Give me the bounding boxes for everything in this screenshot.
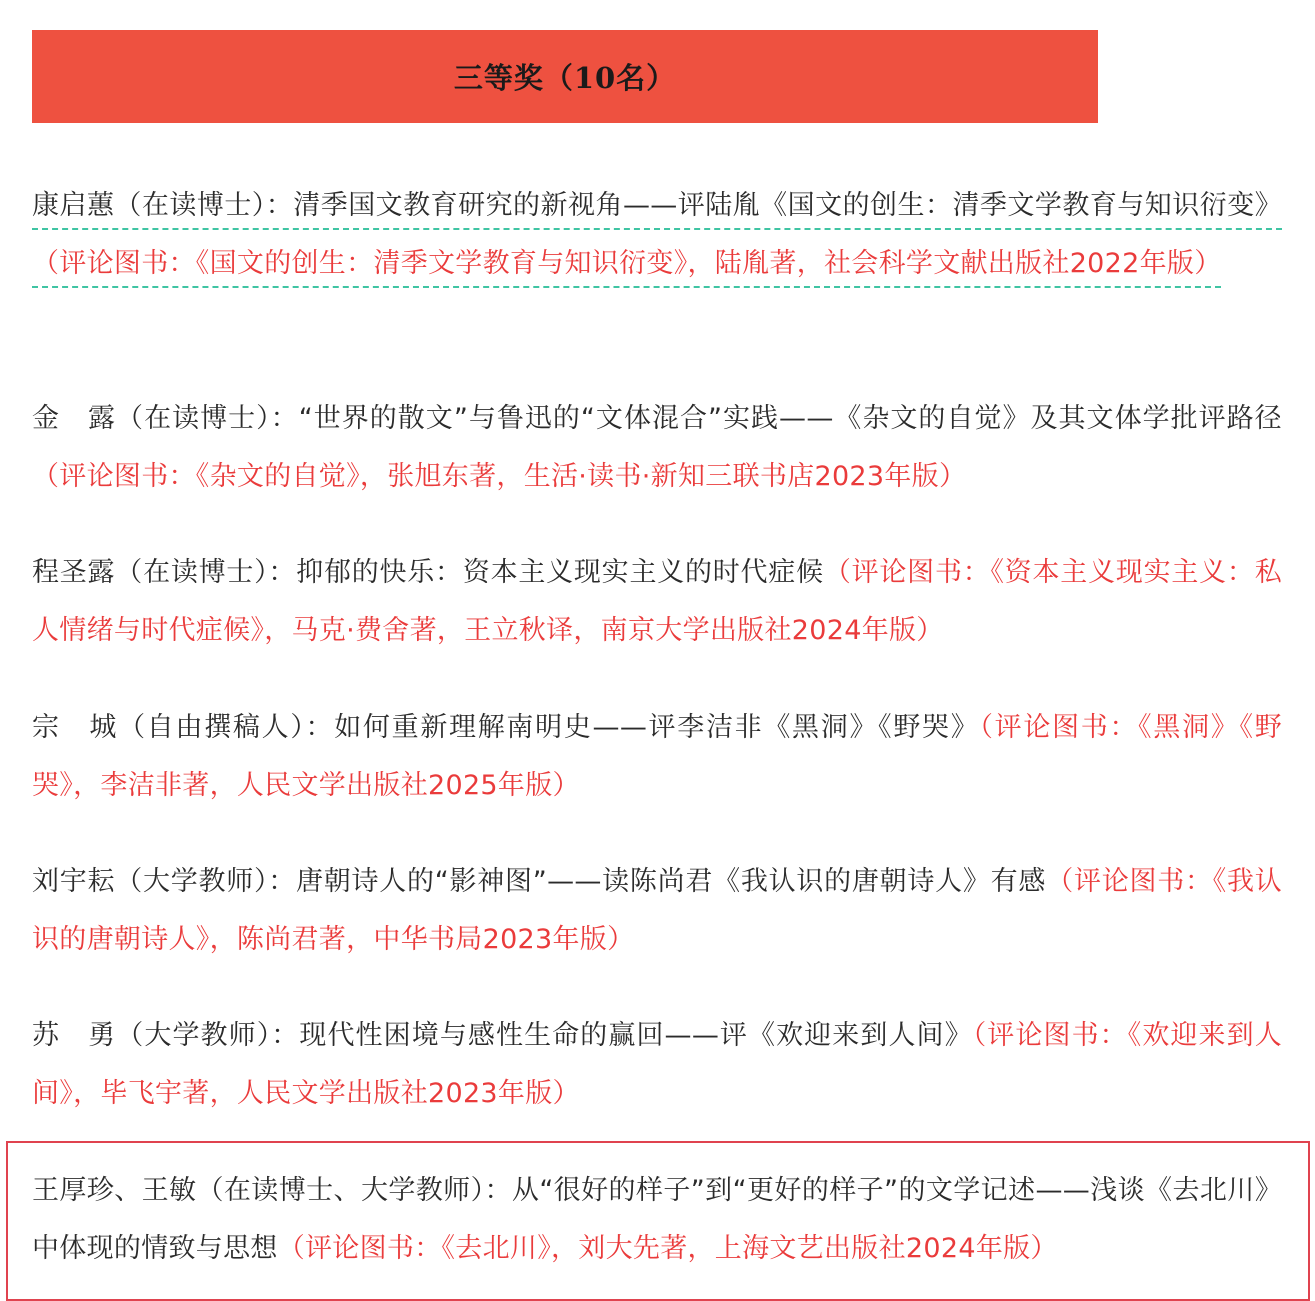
entry-book-info: （评论图书：《资本主义现实主义：私人情绪与时代症候》，马克·费舍著，王立秋译，南京大学出版社2024年版）	[32, 557, 1282, 646]
award-tier-title: 三等奖（10名）	[453, 61, 677, 95]
entry-item-4	[32, 699, 1282, 815]
entry-title: 金 露（在读博士）：“世界的散文”与鲁迅的“文体混合”实践——《杂文的自觉》及其文体学批评路径	[32, 403, 1282, 434]
entry-item-3	[32, 544, 1282, 660]
entry-item-6	[32, 1007, 1282, 1123]
entry-book-info: （评论图书：《黑洞》《野哭》，李洁非著，人民文学出版社2025年版）	[32, 712, 1282, 801]
entry-title: 刘宇耘（大学教师）：唐朝诗人的“影神图”——读陈尚君《我认识的唐朝诗人》有感	[32, 866, 1047, 897]
entry-book-info: （评论图书：《我认识的唐朝诗人》，陈尚君著，中华书局2023年版）	[32, 866, 1283, 955]
entry-title: 宗 城（自由撰稿人）：如何重新理解南明史——评李洁非《黑洞》《野哭》	[32, 712, 980, 743]
entry-item-5	[32, 853, 1282, 969]
entry-book-info: （评论图书：《去北川》，刘大先著，上海文艺出版社2024年版）	[277, 1233, 1058, 1264]
entry-item-2	[32, 390, 1282, 506]
entry-book-info: （评论图书：《欢迎来到人间》，毕飞宇著，人民文学出版社2023年版）	[32, 1020, 1282, 1109]
entry-item-7	[32, 1162, 1282, 1278]
entry-book-info: （评论图书：《国文的创生：清季文学教育与知识衍变》，陆胤著，社会科学文献出版社2022年版）	[32, 248, 1222, 279]
entry-item-1	[32, 177, 1282, 293]
entry-book-info: （评论图书：《杂文的自觉》，张旭东著，生活·读书·新知三联书店2023年版）	[32, 461, 967, 492]
entry-title: 王厚珍、王敏（在读博士、大学教师）：从“很好的样子”到“更好的样子”的文学记述——浅谈《去北川》中体现的情致与思想	[32, 1175, 1282, 1264]
award-banner	[32, 30, 1098, 123]
entry-title: 程圣露（在读博士）：抑郁的快乐：资本主义现实主义的时代症候	[32, 557, 824, 588]
entry-title: 苏 勇（大学教师）：现代性困境与感性生命的赢回——评《欢迎来到人间》	[32, 1020, 973, 1051]
entry-title: 康启蕙（在读博士）：清季国文教育研究的新视角——评陆胤《国文的创生：清季文学教育与知识衍变》	[32, 190, 1282, 221]
